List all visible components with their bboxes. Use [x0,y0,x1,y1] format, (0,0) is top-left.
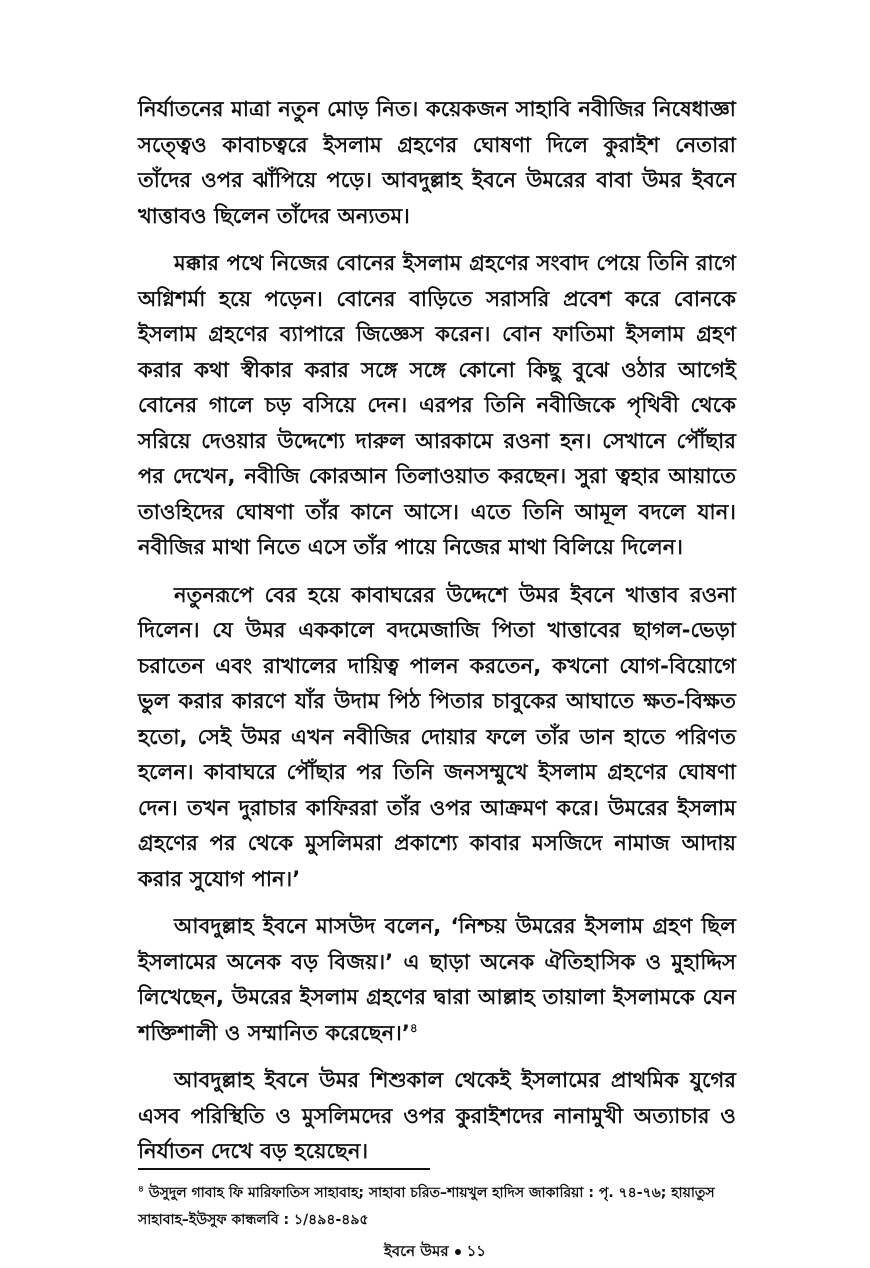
footnote-text: উসুদুল গাবাহ ফি মারিফাতিস সাহাবাহ; সাহাবা চরিত–শায়খুল হাদিস জাকারিয়া : পৃ. ৭৪-৭৬; হায়াতুস সাহাবাহ–ইউসুফ কান্ধলবি : ১/৪৯৪-৪৯৫ [138,1185,715,1228]
paragraph-1: নির্যাতনের মাত্রা নতুন মোড় নিত। কয়েকজন সাহাবি নবীজির নিষেধাজ্ঞা সত্ত্বেও কাবাচত্বরে ইসলাম গ্রহণের ঘোষণা দিলে কুরাইশ নেতারা তাঁদের ওপর ঝাঁপিয়ে পড়ে। আবদুল্লাহ ইবনে উমরের বাবা উমর ইবনে খাত্তাবও ছিলেন তাঁদের অন্যতম। [138,97,736,228]
footnote [138,1180,738,1234]
page-body [138,92,736,1182]
page-footer [0,1240,870,1265]
bullet-separator [455,1249,461,1255]
paragraph-2: মক্কার পথে নিজের বোনের ইসলাম গ্রহণের সংবাদ পেয়ে তিনি রাগে অগ্নিশর্মা হয়ে পড়েন। বোনের বাড়িতে সরাসরি প্রবেশ করে বোনকে ইসলাম গ্রহণের ব্যাপারে জিজ্ঞেস করেন। বোন ফাতিমা ইসলাম গ্রহণ করার কথা স্বীকার করার সঙ্গে সঙ্গে কোনো কিছু বুঝে ওঠার আগেই বোনের গালে চড় বসিয়ে দেন। এরপর তিনি নবীজিকে পৃথিবী থেকে সরিয়ে দেওয়ার উদ্দেশ্যে দারুল আরকামে রওনা হন। সেখানে পৌঁছার পর দেখেন, নবীজি কোরআন তিলাওয়াত করছেন। সুরা ত্বহার আয়াতে তাওহিদের ঘোষণা তাঁর কানে আসে। এতে তিনি আমূল বদলে যান। নবীজির মাথা নিতে এসে তাঁর পায়ে নিজের মাথা বিলিয়ে দিলেন। [138,251,736,559]
footnote-marker: ৪ [138,1184,144,1195]
page-number: ১১ [466,1242,487,1260]
footnote-reference: ৪ [409,1020,418,1035]
paragraph-3: নতুনরূপে বের হয়ে কাবাঘরের উদ্দেশে উমর ইবনে খাত্তাব রওনা দিলেন। যে উমর এককালে বদমেজাজি পিতা খাত্তাবের ছাগল-ভেড়া চরাতেন এবং রাখালের দায়িত্ব পালন করতেন, কখনো যোগ-বিয়োগে ভুল করার কারণে যাঁর উদাম পিঠ পিতার চাবুকের আঘাতে ক্ষত-বিক্ষত হতো, সেই উমর এখন নবীজির দোয়ার ফলে তাঁর ডান হাতে পরিণত হলেন। কাবাঘরে পৌঁছার পর তিনি জনসম্মুখে ইসলাম গ্রহণের ঘোষণা দেন। তখন দুরাচার কাফিররা তাঁর ওপর আক্রমণ করে। উমরের ইসলাম গ্রহণের পর থেকে মুসলিমরা প্রকাশ্যে কাবার মসজিদে নামাজ আদায় করার সুযোগ পান।’ [138,582,736,891]
paragraph-5: আবদুল্লাহ ইবনে উমর শিশুকাল থেকেই ইসলামের প্রাথমিক যুগের এসব পরিস্থিতি ও মুসলিমদের ওপর কুরাইশদের নানামুখী অত্যাচার ও নির্যাতন দেখে বড় হয়েছেন। [138,1068,736,1163]
footnote-divider [138,1168,430,1170]
paragraph-4 [138,909,736,1051]
paragraph-4-text: আবদুল্লাহ ইবনে মাসউদ বলেন, ‘নিশ্চয় উমরের ইসলাম গ্রহণ ছিল ইসলামের অনেক বড় বিজয়।’ এ ছাড়া অনেক ঐতিহাসিক ও মুহাদ্দিস লিখেছেন, উমরের ইসলাম গ্রহণের দ্বারা আল্লাহ তায়ালা ইসলামকে যেন শক্তিশালী ও সম্মানিত করেছেন।’ [138,914,736,1045]
running-title: ইবনে উমর [383,1242,449,1260]
